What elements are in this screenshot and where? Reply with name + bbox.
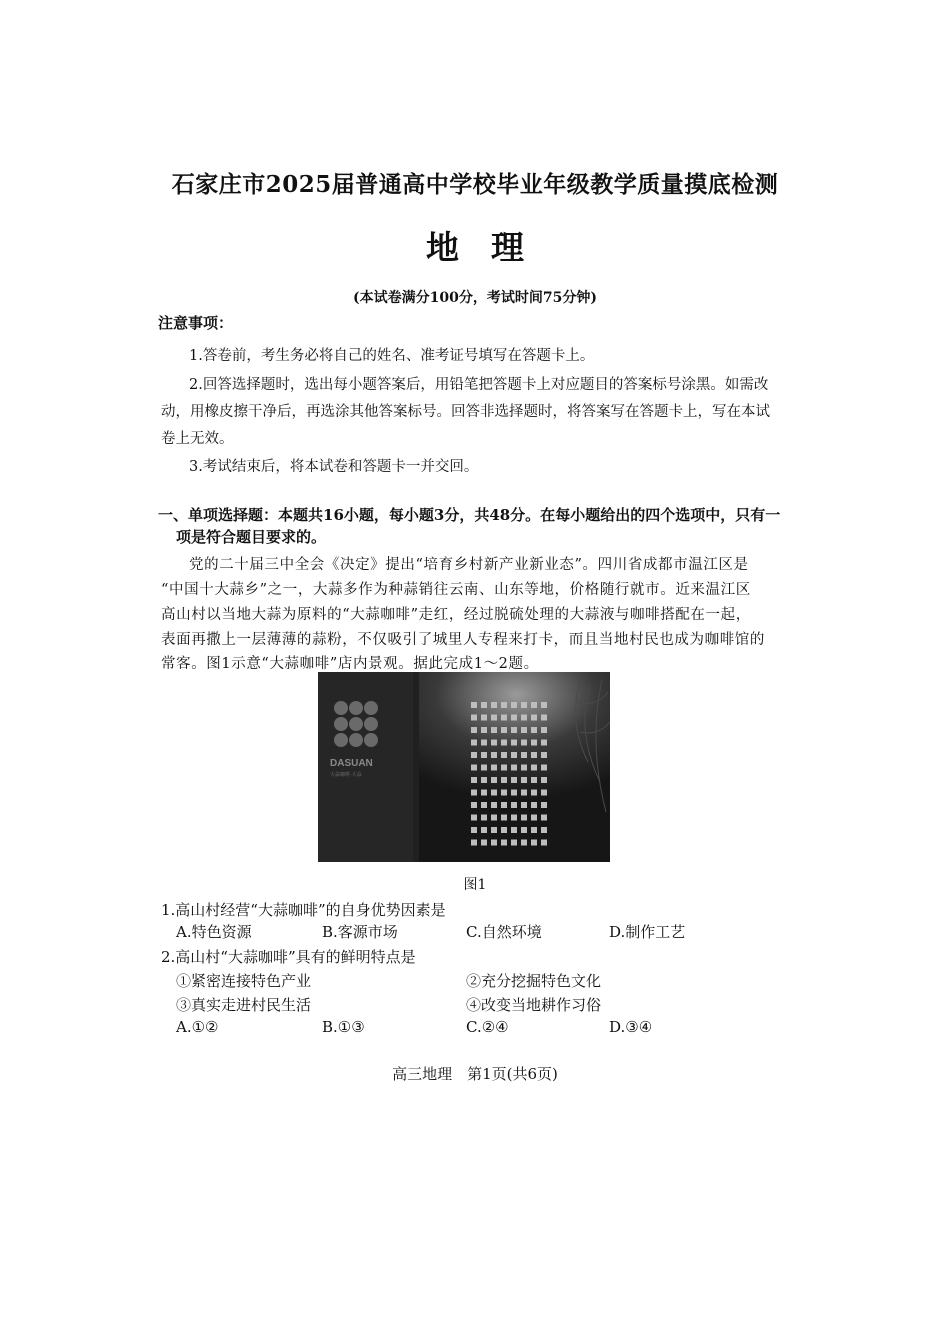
subject-title: 地理 bbox=[426, 228, 556, 267]
cup-on-shelf bbox=[481, 777, 487, 783]
notice-line-4: 卷上无效。 bbox=[161, 431, 234, 447]
q2-statement-1: ①紧密连接特色产业 bbox=[176, 972, 312, 990]
cup-on-shelf bbox=[521, 702, 527, 708]
cup-on-shelf bbox=[501, 790, 507, 796]
cup-on-shelf bbox=[501, 765, 507, 771]
cup-on-shelf bbox=[531, 715, 537, 721]
cup-on-shelf bbox=[511, 740, 517, 746]
cup-on-shelf bbox=[531, 777, 537, 783]
cup-on-shelf bbox=[521, 827, 527, 833]
cup-on-shelf bbox=[521, 790, 527, 796]
notice-line-5: 3.考试结束后，将本试卷和答题卡一并交回。 bbox=[189, 459, 479, 475]
cup-on-shelf bbox=[521, 740, 527, 746]
q2-statement-3: ③真实走进村民生活 bbox=[176, 996, 312, 1014]
cup-on-shelf bbox=[511, 777, 517, 783]
q1-option-d[interactable]: D.制作工艺 bbox=[609, 923, 686, 941]
cup-on-shelf bbox=[491, 727, 497, 733]
cup-on-shelf bbox=[521, 815, 527, 821]
cup-on-shelf bbox=[481, 815, 487, 821]
cup-on-shelf bbox=[471, 790, 477, 796]
cup-on-shelf bbox=[541, 815, 547, 821]
cup-on-shelf bbox=[521, 765, 527, 771]
cup-on-shelf bbox=[491, 752, 497, 758]
cup-on-shelf bbox=[491, 840, 497, 846]
passage-line-1: 党的二十届三中全会《决定》提出“培育乡村新产业新业态”。四川省成都市温江区是 bbox=[189, 557, 749, 573]
cup-on-shelf bbox=[471, 765, 477, 771]
cup-on-shelf bbox=[491, 702, 497, 708]
section-heading-line-1: 一、单项选择题：本题共16小题，每小题3分，共48分。在每小题给出的四个选项中，只有一 bbox=[158, 506, 781, 524]
cup-on-shelf bbox=[541, 752, 547, 758]
cup-on-shelf bbox=[511, 840, 517, 846]
cup-on-shelf bbox=[481, 840, 487, 846]
q2-option-a[interactable]: A.①② bbox=[176, 1018, 219, 1036]
cup-on-shelf bbox=[501, 777, 507, 783]
cup-on-shelf bbox=[481, 740, 487, 746]
cup-on-shelf bbox=[541, 715, 547, 721]
cup-on-shelf bbox=[501, 827, 507, 833]
logo-text: DASUAN bbox=[330, 758, 373, 769]
cup-on-shelf bbox=[481, 802, 487, 808]
cup-on-shelf bbox=[481, 752, 487, 758]
q1-option-a[interactable]: A.特色资源 bbox=[176, 923, 252, 941]
cup-on-shelf bbox=[481, 827, 487, 833]
notice-line-2: 2.回答选择题时，选出每小题答案后，用铅笔把答题卡上对应题目的答案标号涂黑。如需改 bbox=[189, 377, 769, 393]
cup-on-shelf bbox=[471, 777, 477, 783]
cup-on-shelf bbox=[491, 802, 497, 808]
notice-line-1: 1.答卷前，考生务必将自己的姓名、准考证号填写在答题卡上。 bbox=[189, 348, 595, 364]
cup-on-shelf bbox=[471, 752, 477, 758]
cup-on-shelf bbox=[531, 802, 537, 808]
exam-title: 石家庄市2025届普通高中学校毕业年级教学质量摸底检测 bbox=[171, 171, 779, 198]
cup-on-shelf bbox=[501, 815, 507, 821]
cup-on-shelf bbox=[521, 802, 527, 808]
cup-on-shelf bbox=[531, 815, 537, 821]
logo-subtext: 大蒜咖啡·大蒜 bbox=[330, 772, 362, 778]
q2-option-b[interactable]: B.①③ bbox=[322, 1018, 365, 1036]
cup-on-shelf bbox=[471, 715, 477, 721]
cup-on-shelf bbox=[521, 840, 527, 846]
cup-on-shelf bbox=[521, 752, 527, 758]
cup-on-shelf bbox=[521, 777, 527, 783]
cup-on-shelf bbox=[501, 715, 507, 721]
cup-on-shelf bbox=[471, 702, 477, 708]
cup-on-shelf bbox=[541, 790, 547, 796]
q2-option-d[interactable]: D.③④ bbox=[609, 1018, 653, 1036]
exam-meta: (本试卷满分100分，考试时间75分钟) bbox=[353, 290, 597, 306]
cup-on-shelf bbox=[541, 827, 547, 833]
cup-on-shelf bbox=[511, 715, 517, 721]
cup-on-shelf bbox=[521, 715, 527, 721]
cup-on-shelf bbox=[501, 702, 507, 708]
passage-line-4: 表面再撒上一层薄薄的蒜粉，不仅吸引了城里人专程来打卡，而且当地村民也成为咖啡馆的 bbox=[161, 632, 765, 648]
page-footer: 高三地理 第1页(共6页) bbox=[392, 1065, 558, 1083]
cup-on-shelf bbox=[541, 840, 547, 846]
cup-on-shelf bbox=[511, 727, 517, 733]
cup-on-shelf bbox=[501, 740, 507, 746]
cup-on-shelf bbox=[491, 815, 497, 821]
cup-on-shelf bbox=[491, 765, 497, 771]
cup-on-shelf bbox=[491, 777, 497, 783]
cup-on-shelf bbox=[541, 777, 547, 783]
q1-option-b[interactable]: B.客源市场 bbox=[322, 923, 398, 941]
cup-on-shelf bbox=[491, 790, 497, 796]
q2-statement-4: ④改变当地耕作习俗 bbox=[466, 996, 602, 1014]
passage-line-5: 常客。图1示意“大蒜咖啡”店内景观。据此完成1～2题。 bbox=[161, 656, 539, 672]
q2-statement-2: ②充分挖掘特色文化 bbox=[466, 972, 602, 990]
cup-on-shelf bbox=[531, 827, 537, 833]
cup-on-shelf bbox=[541, 740, 547, 746]
cup-on-shelf bbox=[481, 765, 487, 771]
cup-on-shelf bbox=[531, 752, 537, 758]
cup-on-shelf bbox=[471, 802, 477, 808]
cup-on-shelf bbox=[521, 727, 527, 733]
cup-on-shelf bbox=[541, 702, 547, 708]
cup-on-shelf bbox=[501, 752, 507, 758]
cup-on-shelf bbox=[511, 790, 517, 796]
cup-on-shelf bbox=[511, 765, 517, 771]
notice-heading: 注意事项： bbox=[158, 314, 234, 332]
cup-on-shelf bbox=[541, 727, 547, 733]
cup-on-shelf bbox=[531, 702, 537, 708]
cup-on-shelf bbox=[511, 752, 517, 758]
cup-on-shelf bbox=[481, 702, 487, 708]
cup-on-shelf bbox=[531, 840, 537, 846]
cup-on-shelf bbox=[471, 740, 477, 746]
cup-on-shelf bbox=[481, 790, 487, 796]
cup-on-shelf bbox=[531, 765, 537, 771]
q1-option-c[interactable]: C.自然环境 bbox=[466, 923, 542, 941]
cup-on-shelf bbox=[501, 802, 507, 808]
cup-on-shelf bbox=[471, 840, 477, 846]
cup-on-shelf bbox=[471, 727, 477, 733]
cup-on-shelf bbox=[501, 727, 507, 733]
cafe-interior-image bbox=[318, 672, 610, 862]
cup-on-shelf bbox=[471, 815, 477, 821]
section-heading-line-2: 项是符合题目要求的。 bbox=[176, 528, 327, 546]
passage-line-3: 高山村以当地大蒜为原料的“大蒜咖啡”走红，经过脱硫处理的大蒜液与咖啡搭配在一起， bbox=[161, 607, 751, 623]
question-2-stem: 2.高山村“大蒜咖啡”具有的鲜明特点是 bbox=[161, 948, 416, 966]
cup-on-shelf bbox=[471, 827, 477, 833]
cup-on-shelf bbox=[511, 702, 517, 708]
figure-caption: 图1 bbox=[463, 877, 487, 893]
cup-on-shelf bbox=[501, 840, 507, 846]
question-1-stem: 1.高山村经营“大蒜咖啡”的自身优势因素是 bbox=[161, 901, 446, 919]
q2-option-c[interactable]: C.②④ bbox=[466, 1018, 509, 1036]
cup-on-shelf bbox=[491, 827, 497, 833]
cup-on-shelf bbox=[511, 815, 517, 821]
cup-on-shelf bbox=[531, 790, 537, 796]
cup-on-shelf bbox=[541, 765, 547, 771]
notice-line-3: 动，用橡皮擦干净后，再选涂其他答案标号。回答非选择题时，将答案写在答题卡上，写在本试 bbox=[161, 404, 770, 420]
figure-1-photo bbox=[318, 672, 610, 862]
passage-line-2: “中国十大蒜乡”之一，大蒜多作为种蒜销往云南、山东等地，价格随行就市。近来温江区 bbox=[161, 582, 751, 598]
cup-on-shelf bbox=[481, 727, 487, 733]
cup-on-shelf bbox=[511, 827, 517, 833]
cup-on-shelf bbox=[531, 740, 537, 746]
cup-on-shelf bbox=[511, 802, 517, 808]
cup-on-shelf bbox=[491, 740, 497, 746]
cup-on-shelf bbox=[481, 715, 487, 721]
cup-on-shelf bbox=[491, 715, 497, 721]
cup-on-shelf bbox=[541, 802, 547, 808]
cup-on-shelf bbox=[531, 727, 537, 733]
